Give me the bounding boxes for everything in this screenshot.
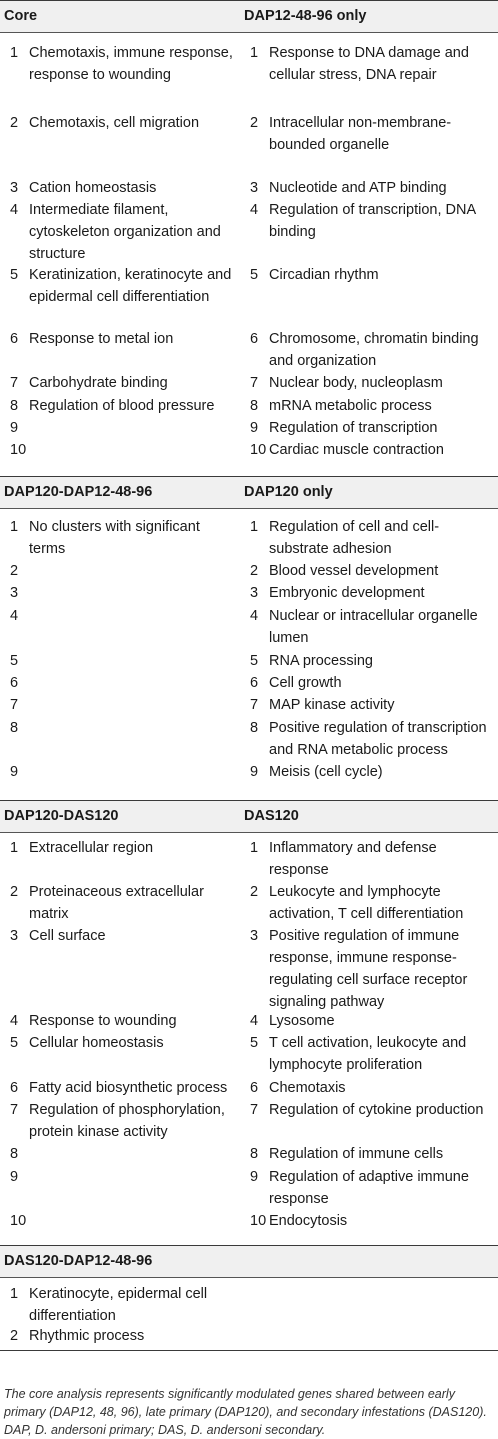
left-column-header: DAP120-DAP12-48-96 xyxy=(4,484,153,500)
right-rank: 9 xyxy=(250,1169,259,1185)
left-rank: 3 xyxy=(10,928,19,944)
left-rank: 3 xyxy=(10,180,19,196)
table-footnote: The core analysis represents significantly modulated genes shared between early primary (DAP12, 48, 96), late primary (DAP120), and secondary infestations (DAS120). DAP, D. andersoni primary; DAS, D. andersoni secondary. xyxy=(4,1387,487,1437)
left-rank: 4 xyxy=(10,608,19,624)
left-rank: 10 xyxy=(10,442,27,458)
right-rank: 8 xyxy=(250,398,259,414)
left-rank: 8 xyxy=(10,398,19,414)
left-rank: 6 xyxy=(10,675,19,691)
left-rank: 2 xyxy=(10,115,19,131)
right-term: Chromosome, chromatin binding and organization xyxy=(269,331,479,369)
right-term: Embryonic development xyxy=(269,585,425,601)
right-term: Regulation of transcription xyxy=(269,420,438,436)
left-rank: 10 xyxy=(10,1213,27,1229)
header-rule xyxy=(0,508,498,509)
right-term: Chemotaxis xyxy=(269,1080,346,1096)
left-term: Carbohydrate binding xyxy=(29,375,168,391)
right-rank: 1 xyxy=(250,519,259,535)
right-term: Nuclear or intracellular organelle lumen xyxy=(269,608,478,646)
left-rank: 5 xyxy=(10,267,19,283)
right-rank: 7 xyxy=(250,375,259,391)
header-rule xyxy=(0,1277,498,1278)
right-column-header: DAS120 xyxy=(244,808,299,824)
right-term: Cardiac muscle contraction xyxy=(269,442,444,458)
right-term: T cell activation, leukocyte and lymphocyte proliferation xyxy=(269,1035,467,1073)
right-rank: 7 xyxy=(250,697,259,713)
left-rank: 9 xyxy=(10,764,19,780)
left-term: Fatty acid biosynthetic process xyxy=(29,1080,228,1096)
left-rank: 8 xyxy=(10,1146,19,1162)
section-header xyxy=(0,801,498,832)
left-column-header: DAS120-DAP12-48-96 xyxy=(4,1253,153,1269)
right-column-header: DAP12-48-96 only xyxy=(244,8,367,24)
right-term: Response to DNA damage and cellular stress, DNA repair xyxy=(269,45,469,83)
right-term: Positive regulation of transcription and RNA metabolic process xyxy=(269,720,487,758)
right-term: Regulation of cytokine production xyxy=(269,1102,484,1118)
left-rank: 2 xyxy=(10,884,19,900)
right-rank: 3 xyxy=(250,585,259,601)
left-term: Regulation of blood pressure xyxy=(29,398,215,414)
left-term: No clusters with significant terms xyxy=(29,519,200,557)
left-term: Rhythmic process xyxy=(29,1328,145,1344)
section-header xyxy=(0,1,498,32)
header-rule xyxy=(0,32,498,33)
left-term: Response to wounding xyxy=(29,1013,177,1029)
left-rank: 7 xyxy=(10,1102,19,1118)
left-rank: 8 xyxy=(10,720,19,736)
right-rank: 5 xyxy=(250,653,259,669)
left-rank: 6 xyxy=(10,331,19,347)
right-term: Nucleotide and ATP binding xyxy=(269,180,447,196)
right-rank: 2 xyxy=(250,884,259,900)
left-term: Keratinocyte, epidermal cell differentiation xyxy=(29,1286,208,1324)
left-term: Cell surface xyxy=(29,928,106,944)
right-term: Circadian rhythm xyxy=(269,267,379,283)
right-term: MAP kinase activity xyxy=(269,697,395,713)
left-rank: 1 xyxy=(10,840,19,856)
table-bottom-rule xyxy=(0,1350,498,1351)
left-rank: 2 xyxy=(10,563,19,579)
right-term: Cell growth xyxy=(269,675,342,691)
right-rank: 1 xyxy=(250,840,259,856)
left-rank: 1 xyxy=(10,519,19,535)
left-rank: 7 xyxy=(10,375,19,391)
right-rank: 2 xyxy=(250,563,259,579)
right-rank: 5 xyxy=(250,267,259,283)
left-term: Keratinization, keratinocyte and epidermal cell differentiation xyxy=(29,267,232,305)
right-rank: 10 xyxy=(250,442,267,458)
right-term: Regulation of transcription, DNA binding xyxy=(269,202,476,240)
left-term: Response to metal ion xyxy=(29,331,174,347)
right-term: Meisis (cell cycle) xyxy=(269,764,383,780)
left-term: Extracellular region xyxy=(29,840,154,856)
left-rank: 3 xyxy=(10,585,19,601)
left-column-header: DAP120-DAS120 xyxy=(4,808,119,824)
right-column-header: DAP120 only xyxy=(244,484,333,500)
right-rank: 2 xyxy=(250,115,259,131)
right-term: Blood vessel development xyxy=(269,563,439,579)
right-term: Intracellular non-membrane-bounded organelle xyxy=(269,115,452,153)
left-rank: 1 xyxy=(10,45,19,61)
right-term: Leukocyte and lymphocyte activation, T cell differentiation xyxy=(269,884,464,922)
section-header xyxy=(0,1246,498,1277)
right-term: Regulation of immune cells xyxy=(269,1146,444,1162)
left-term: Chemotaxis, immune response, response to wounding xyxy=(29,45,233,83)
right-rank: 8 xyxy=(250,1146,259,1162)
right-rank: 4 xyxy=(250,608,259,624)
right-term: RNA processing xyxy=(269,653,373,669)
left-term: Chemotaxis, cell migration xyxy=(29,115,200,131)
left-term: Intermediate filament, cytoskeleton organization and structure xyxy=(29,202,221,262)
right-term: Regulation of cell and cell-substrate adhesion xyxy=(269,519,440,557)
left-rank: 5 xyxy=(10,1035,19,1051)
right-term: Positive regulation of immune response, immune response-regulating cell surface receptor signaling pathway xyxy=(269,928,468,1010)
left-rank: 4 xyxy=(10,202,19,218)
right-rank: 1 xyxy=(250,45,259,61)
left-term: Cellular homeostasis xyxy=(29,1035,164,1051)
right-term: Endocytosis xyxy=(269,1213,348,1229)
left-column-header: Core xyxy=(4,8,38,24)
right-rank: 3 xyxy=(250,180,259,196)
right-rank: 6 xyxy=(250,675,259,691)
left-rank: 4 xyxy=(10,1013,19,1029)
right-rank: 9 xyxy=(250,420,259,436)
left-rank: 7 xyxy=(10,697,19,713)
right-rank: 4 xyxy=(250,1013,259,1029)
left-rank: 9 xyxy=(10,420,19,436)
left-rank: 9 xyxy=(10,1169,19,1185)
right-term: Nuclear body, nucleoplasm xyxy=(269,375,443,391)
right-rank: 8 xyxy=(250,720,259,736)
left-rank: 2 xyxy=(10,1328,19,1344)
right-term: mRNA metabolic process xyxy=(269,398,432,414)
right-rank: 7 xyxy=(250,1102,259,1118)
right-term: Regulation of adaptive immune response xyxy=(269,1169,469,1207)
right-rank: 6 xyxy=(250,331,259,347)
right-rank: 9 xyxy=(250,764,259,780)
right-term: Inflammatory and defense response xyxy=(269,840,437,878)
left-term: Regulation of phosphorylation, protein kinase activity xyxy=(29,1102,225,1140)
left-term: Cation homeostasis xyxy=(29,180,157,196)
right-rank: 4 xyxy=(250,202,259,218)
right-rank: 6 xyxy=(250,1080,259,1096)
header-rule xyxy=(0,832,498,833)
right-term: Lysosome xyxy=(269,1013,335,1029)
right-rank: 5 xyxy=(250,1035,259,1051)
section-header xyxy=(0,477,498,508)
left-term: Proteinaceous extracellular matrix xyxy=(29,884,204,922)
left-rank: 1 xyxy=(10,1286,19,1302)
left-rank: 6 xyxy=(10,1080,19,1096)
left-rank: 5 xyxy=(10,653,19,669)
right-rank: 10 xyxy=(250,1213,267,1229)
right-rank: 3 xyxy=(250,928,259,944)
